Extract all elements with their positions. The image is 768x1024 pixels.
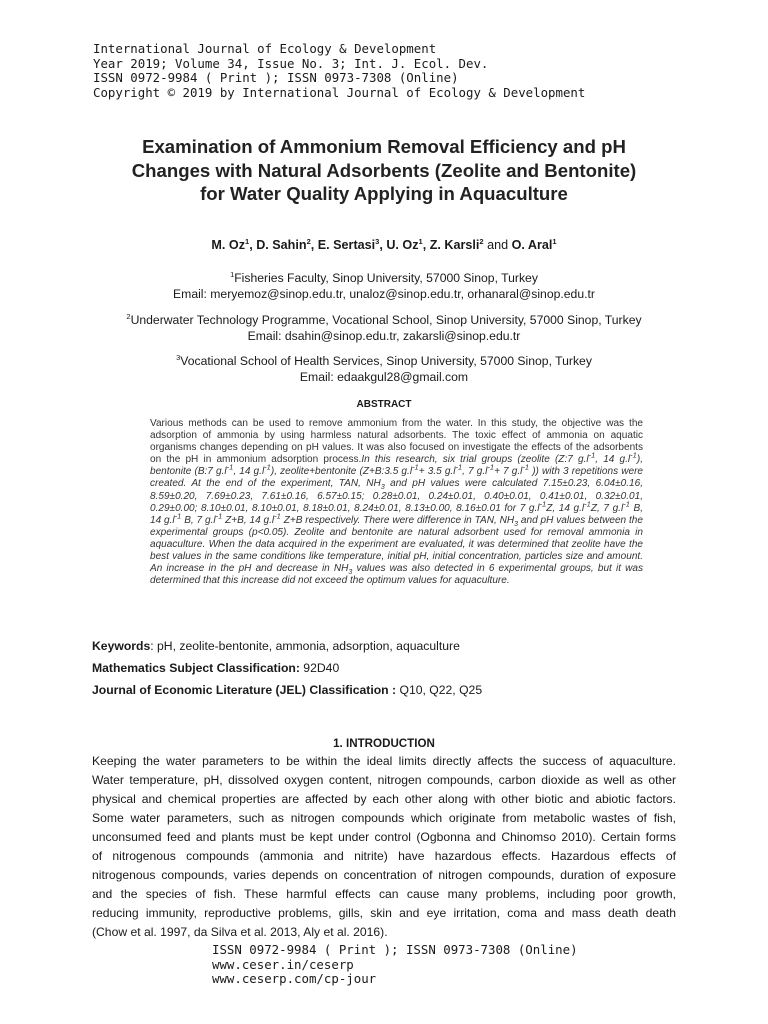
text-line: reducing immunity, reproductive problems, gills, skin and eye irritation, coma and mass death death: [92, 906, 676, 920]
keywords-label: Keywords: [92, 639, 151, 653]
affiliation-email: Email: meryemoz@sinop.edu.tr, unaloz@sinop.edu.tr, orhanaral@sinop.edu.tr: [173, 286, 595, 301]
affiliation-name: Vocational School of Health Services, Sinop University, 57000 Sinop, Turkey: [180, 354, 592, 368]
affiliation-name: Fisheries Faculty, Sinop University, 57000 Sinop, Turkey: [234, 271, 538, 285]
journal-issn: ISSN 0972-9984 ( Print ); ISSN 0973-7308 (Online): [93, 70, 459, 86]
affiliation-email: Email: edaakgul28@gmail.com: [299, 369, 469, 384]
author: D. Sahin$^2$: [256, 236, 311, 252]
text-line: unconsumed feed and plants must be kept under control (Ogbonna and Chinomso 2010). Certain forms: [92, 830, 676, 844]
title-line-2: Changes with Natural Adsorbents (Zeolite and Bentonite): [131, 159, 637, 181]
footer-issn: ISSN 0972-9984 ( Print ); ISSN 0973-7308 (Online): [212, 942, 578, 957]
affiliation-email: Email: dsahin@sinop.edu.tr, zakarsli@sinop.edu.tr: [247, 328, 521, 343]
text-line: of nitrogenous compounds (ammonia and nitrite) have hazardous effects. Hazardous effects of: [92, 849, 676, 863]
text-line: physical and chemical properties are affected by each other along with other biotic and abiotic factors.: [92, 792, 676, 806]
author-list: M. Oz$^1$, D. Sahin$^2$, E. Sertasi$^3$, U. Oz$^1$, Z. Karsli$^2$ and O. Aral$^1$: [211, 236, 557, 252]
author-conjunction: and: [487, 238, 509, 252]
footer-url[interactable]: www.ceserp.com/cp-jour: [212, 971, 377, 987]
text-line: Keeping the water parameters to be within the ideal limits directly affects the success of aquaculture.: [92, 754, 676, 768]
journal-name: International Journal of Ecology & Development: [93, 41, 437, 56]
author: E. Sertasi$^3$: [317, 236, 380, 252]
text-line: (Chow et al. 1997, da Silva et al. 2013, Aly et al. 2016).: [92, 925, 388, 939]
affiliation-name: Underwater Technology Programme, Vocational School, Sinop University, 57000 Sinop, Turkey: [130, 313, 642, 327]
section-heading: 1. INTRODUCTION: [333, 737, 435, 750]
affiliation: $^2$Underwater Technology Programme, Vocational School, Sinop University, 57000 Sinop, Turkey Email: dsahin@sinop.edu.tr, zakarsli@sinop.edu.tr: [0, 313, 768, 344]
author: M. Oz$^1$: [211, 236, 250, 252]
abstract-heading: ABSTRACT: [356, 399, 412, 410]
paper-title: [60, 135, 708, 206]
jel-value: Q10, Q22, Q25: [396, 683, 483, 697]
title-line-3: for Water Quality Applying in Aquaculture: [200, 183, 568, 204]
author: Z. Karsli$^2$: [429, 236, 484, 252]
msc-classification: [92, 661, 339, 675]
keywords-value: : pH, zeolite-bentonite, ammonia, adsorption, aquaculture: [150, 639, 460, 653]
author: U. Oz$^1$: [386, 236, 423, 252]
text-line: and the species of fish. These harmful effects can cause many problems, including poor growth,: [92, 887, 676, 901]
msc-value: 92D40: [299, 661, 340, 675]
jel-classification: [92, 683, 482, 697]
text-line: Some water parameters, such as nitrogen compounds which originate from metabolic wastes of fish,: [92, 811, 676, 825]
footer-url[interactable]: www.ceser.in/ceserp: [212, 956, 354, 972]
author: O. Aral$^1$: [511, 236, 557, 252]
journal-header: [93, 42, 585, 100]
journal-issue: Year 2019; Volume 34, Issue No. 3; Int. J. Ecol. Dev.: [93, 55, 489, 71]
affiliation: $^3$Vocational School of Health Services, Sinop University, 57000 Sinop, Turkey Email: edaakgul28@gmail.com: [0, 354, 768, 385]
msc-label: Mathematics Subject Classification:: [92, 661, 300, 675]
text-line: Water temperature, pH, dissolved oxygen content, nitrogen compounds, carbon dioxide as well as other: [92, 773, 676, 787]
text-line: nitrogenous compounds, varies depends on concentration of nitrogen compounds, duration of exposure: [92, 868, 676, 882]
keywords: [92, 639, 460, 653]
title-line-1: Examination of Ammonium Removal Efficiency and pH: [142, 136, 626, 157]
journal-copyright: Copyright © 2019 by International Journal of Ecology & Development: [93, 84, 586, 100]
introduction-paragraph: [92, 752, 676, 942]
jel-label: Journal of Economic Literature (JEL) Classification :: [92, 683, 397, 697]
page-footer: [212, 943, 578, 987]
abstract-text: Various methods can be used to remove ammonium from the water. In this study, the objective was the adsorption of ammonia by using harmless natural adsorbents. The toxic effect of ammonia on aquatic organisms changes depending on pH values. It was also focused on investigate the effects of the adsorbents on the pH in ammonium adsorption process.In this research, six trial groups (zeolite (Z:7 $g.l^{-1}$, 14 $g.l^{-1}$), bentonite (B:7 $g.l^{-1}$, 14 $g.l^{-1}$), zeolite+bentonite (Z+B:3.5 $g.l^{-1}+ 3.5$ $g.l^{-1}$, 7 $g.l^{-1}+ 7$ $g.l^{-1}$ )) with 3 repetitions were created. At the end of the experiment, TAN, $NH_3$ and pH values were calculated 7.15±0.23, 6.04±0.16, 8.59±0.20, 7.69±0.23, 7.61±0.16, 6.57±0.15; 0.28±0.01, 0.24±0.01, 0.40±0.01, 0.41±0.01, 0.32±0.01, 0.29±0.00; 8.10±0.01, 8.10±0.01, 8.18±0.01, 8.24±0.01, 8.13±0.00, 8.16±0.01 for 7 $g.l^{-1}Z$, 14 $g.l^{-1}Z$, 7 $g.l^{-1}$ B, 14 $g.l^{-1}$ B, 7 $g.l^{-1}$ Z+B, 14 $g.l^{-1}$ Z+B respectively. There were difference in TAN, $NH_3$ and pH values between the experimental groups (p<0.05). Zeolite and bentonite are natural adsorbent used for removal ammonia in aquaculture. When the data acquired in the experiment are evaluated, it was determined that zeolite have the best values in the same conditions like temperature, initial pH, initial concentration, particles size and amount. An increase in the pH and decrease in $NH_3$ values was also detected in 6 experimental groups, but it was determined that this increase did not exceed the optimum values for aquaculture.: [150, 418, 644, 587]
affiliation: $^1$Fisheries Faculty, Sinop University, 57000 Sinop, Turkey Email: meryemoz@sinop.edu.tr, unaloz@sinop.edu.tr, orhanaral@sinop.edu.tr: [0, 271, 768, 302]
